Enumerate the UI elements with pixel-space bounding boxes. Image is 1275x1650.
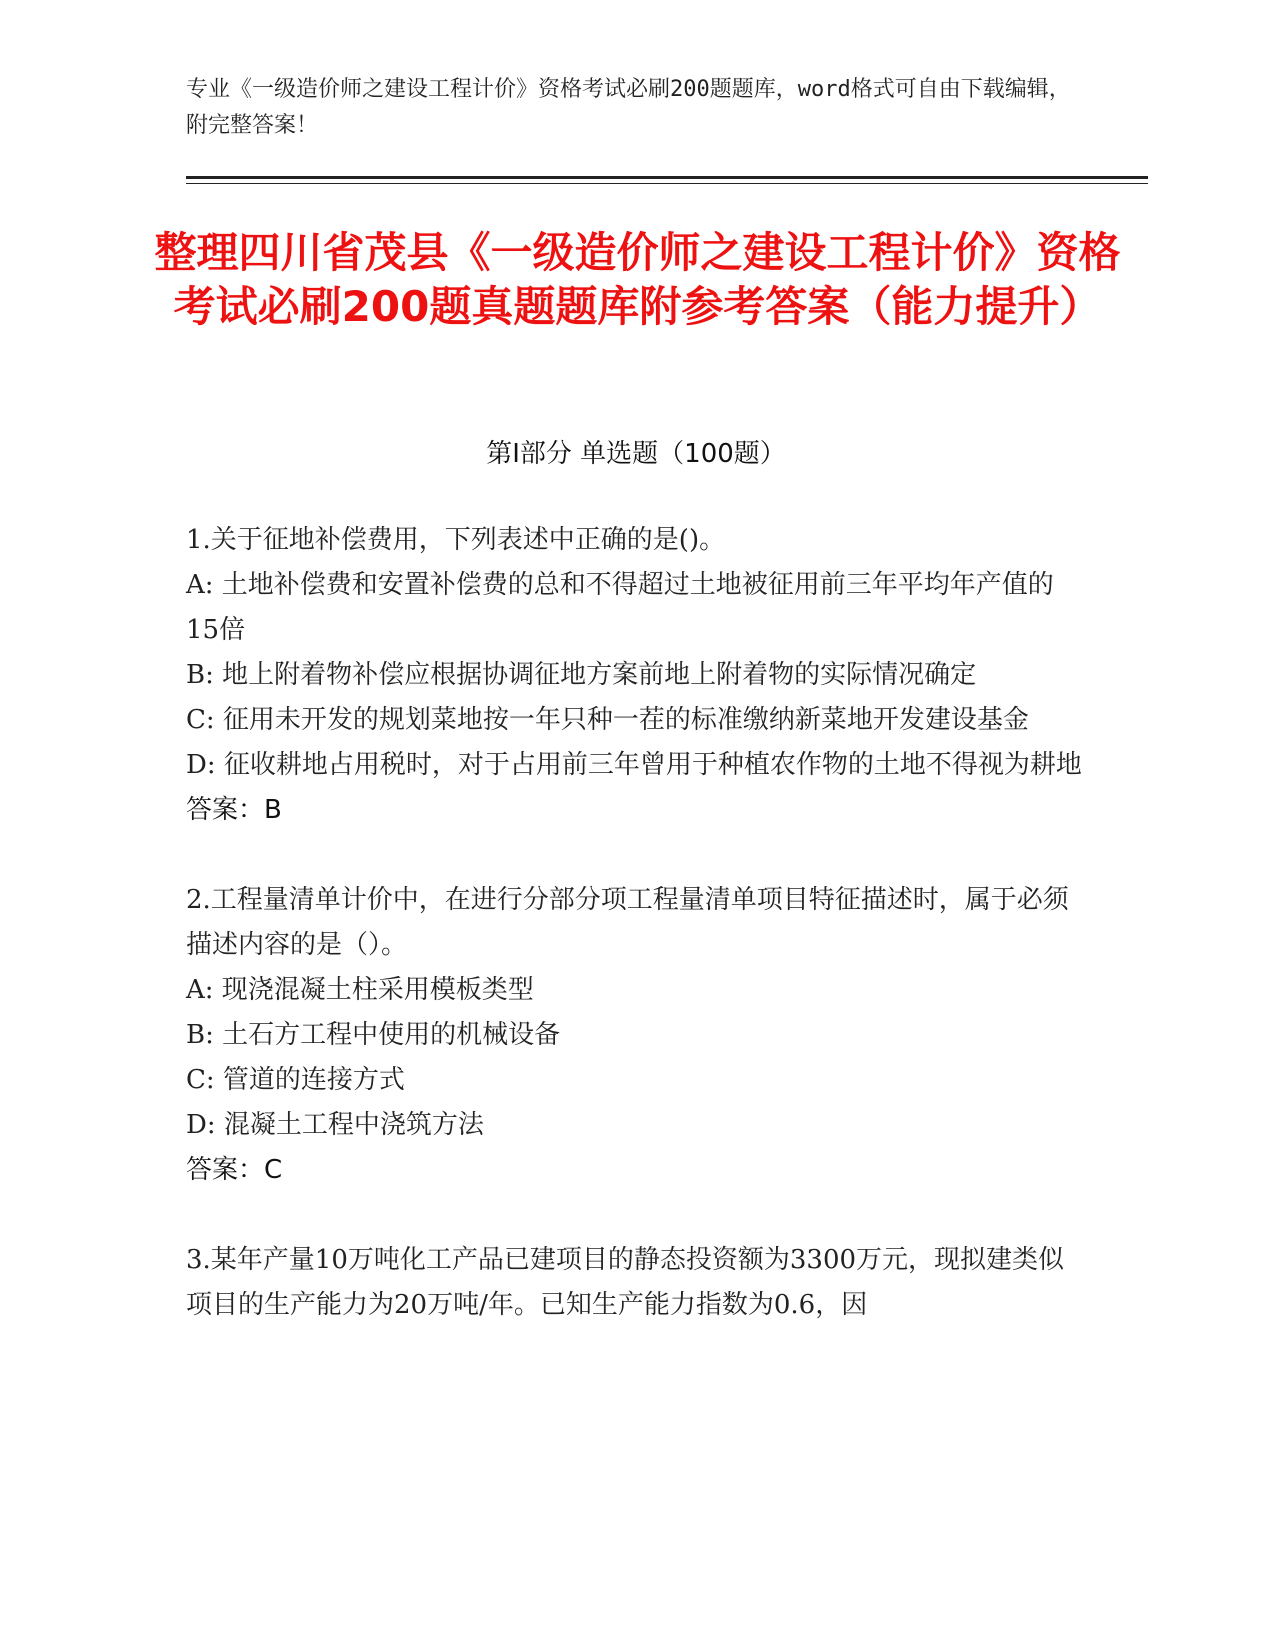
answer-label: 答案：C: [186, 1155, 283, 1185]
question-1: [186, 518, 1086, 833]
header-note: 专业《一级造价师之建设工程计价》资格考试必刷200题题库，word格式可自由下载编辑，附完整答案！: [186, 77, 1071, 138]
answer-label: 答案：B: [186, 795, 282, 825]
option-c: C: 征用未开发的规划菜地按一年只种一茬的标准缴纳新菜地开发建设基金: [186, 705, 1029, 735]
question-stem: 1.关于征地补偿费用，下列表述中正确的是()。: [186, 525, 726, 555]
header-divider-thin: [186, 183, 1148, 184]
option-d: D: 混凝土工程中浇筑方法: [186, 1110, 484, 1140]
question-2: [186, 878, 1086, 1193]
question-stem: 2.工程量清单计价中，在进行分部分项工程量清单项目特征描述时，属于必须描述内容的是（）。: [186, 885, 1069, 960]
option-c: C: 管道的连接方式: [186, 1065, 405, 1095]
document-title: 整理四川省茂县《一级造价师之建设工程计价》资格考试必刷200题真题题库附参考答案（能力提升）: [154, 228, 1121, 331]
section-heading: 第Ⅰ部分 单选题（100题）: [486, 439, 786, 469]
header-divider: [186, 176, 1148, 179]
option-a: A: 现浇混凝土柱采用模板类型: [186, 975, 534, 1005]
question-stem: 3.某年产量10万吨化工产品已建项目的静态投资额为3300万元，现拟建类似项目的生产能力为20万吨/年。已知生产能力指数为0.6，因: [186, 1245, 1065, 1320]
option-a: A: 土地补偿费和安置补偿费的总和不得超过土地被征用前三年平均年产值的15倍: [186, 570, 1054, 645]
option-d: D: 征收耕地占用税时，对于占用前三年曾用于种植农作物的土地不得视为耕地: [186, 750, 1082, 780]
question-list: [186, 518, 1086, 1373]
option-b: B: 地上附着物补偿应根据协调征地方案前地上附着物的实际情况确定: [186, 660, 977, 690]
question-3: [186, 1238, 1086, 1328]
option-b: B: 土石方工程中使用的机械设备: [186, 1020, 561, 1050]
